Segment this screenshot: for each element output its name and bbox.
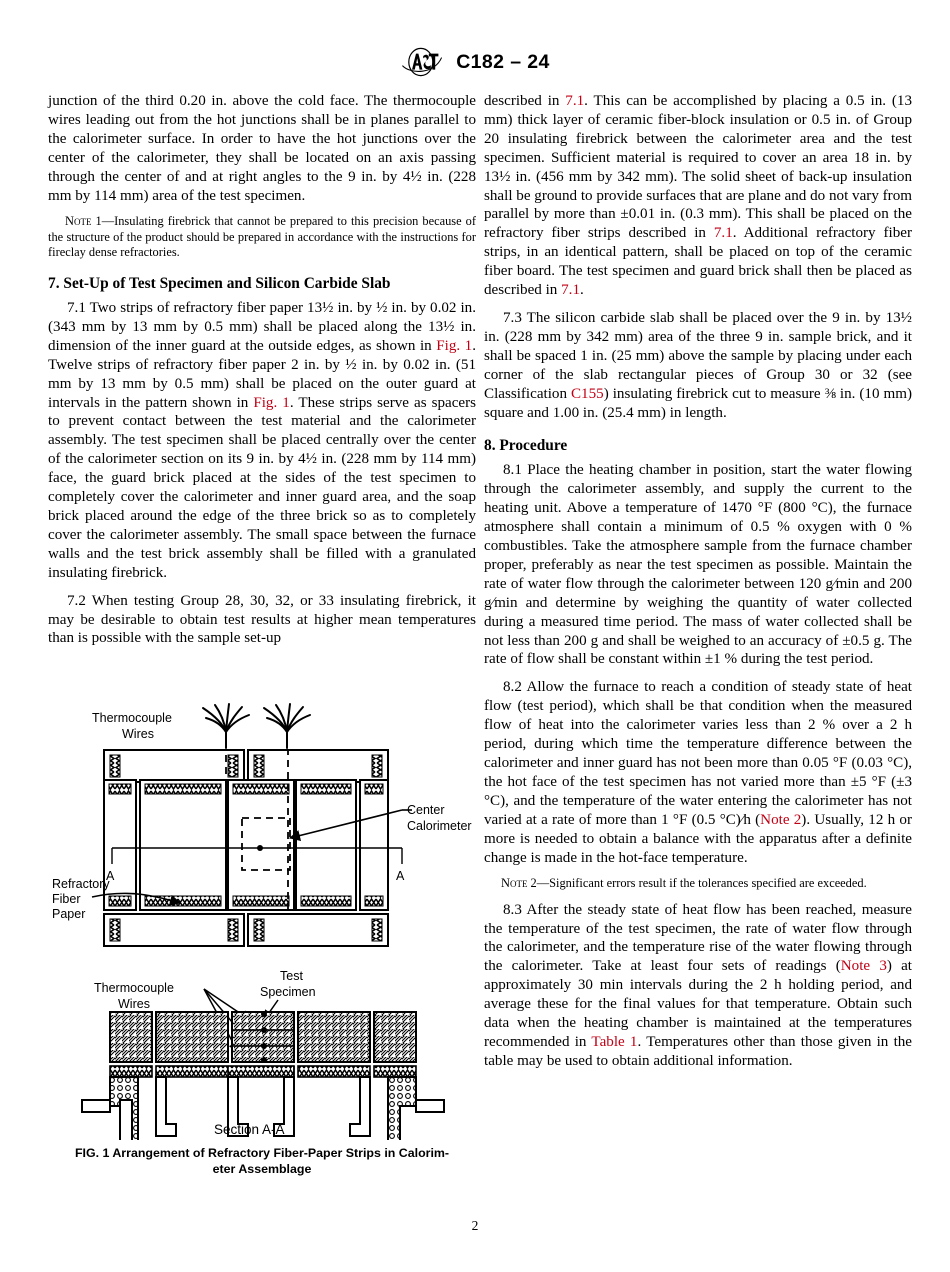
note-2-label: Note [501, 876, 528, 891]
note-1-text: Insulating firebrick that cannot be prepared to this precision because of the structure of the product should be prepared in accordance with the instructions for fireclay dense refractories. [48, 214, 476, 259]
note-2-text: Significant errors result if the tolerances specified are exceeded. [549, 876, 867, 891]
label-thermocouple-wires-top-line2: Wires [122, 727, 154, 741]
figure-caption-line1: FIG. 1 Arrangement of Refractory Fiber-Paper Strips in Calorim- [74, 1146, 450, 1160]
label-refractory-fiber-paper-line2: Fiber [52, 892, 81, 906]
p83-part-c: . Temperatures other than those given in the table may be used to obtain additional information. [484, 1033, 913, 1069]
paragraph-7-3 [484, 309, 912, 422]
section-heading-7: 7. Set-Up of Test Specimen and Silicon Carbide Slab [48, 275, 391, 293]
p73-part-a: 7.3 The silicon carbide slab shall be placed over the 9 in. by 13½ in. (228 mm by 342 mm) area of the three 9 in. sample brick, and it shall be spaced 1 in. (25 mm) above the sample by placing under each corner of the slab rectangular pieces of Group 30 or 32 (see Classification [484, 309, 912, 402]
xref-note-2[interactable]: Note 2 [760, 811, 802, 828]
paragraph-continuation: junction of the third 0.20 in. above the cold face. The thermocouple wires leading out from the hot junctions shall be in planes parallel to the calorimeter surface. In order to have the hot junctions over the center of the calorimeter, they shall be located on an axis passing through the center of and at right angles to the 9 in. by 4½ in. (228 mm by 114 mm) area of the test specimen. [48, 93, 476, 204]
label-section-a-a: Section A-A [214, 1122, 285, 1137]
p71-part-a: 7.1 Two strips of refractory fiber paper 13½ in. by ½ in. by 0.02 in. (343 mm by 13 mm by 0.5 mm) shall be placed along the 13½ in. dimension of the inner guard at the outside edges, as shown in [48, 300, 476, 354]
p82-part-b: ). Usually, 12 h or more is needed to obtain a balance with the apparatus after a definite change is made in the hot-face temperature. [484, 811, 912, 866]
figure-1-block [48, 700, 476, 1177]
label-test-specimen-line2: Specimen [260, 985, 316, 999]
right-text-column [484, 92, 912, 1071]
figure-caption-line2: eter Assemblage [212, 1161, 312, 1176]
xref-7-1-c[interactable]: 7.1 [561, 282, 580, 299]
p72c-part-a: described in [484, 93, 566, 109]
note-1-label: Note [65, 214, 92, 229]
astm-logo-icon [400, 46, 444, 78]
p72c-part-c: . Additional refractory fiber strips, in an identical pattern, shall be placed on top of the ceramic fiber board. The test specimen and guard brick shall then be placed as described in [484, 225, 912, 299]
paragraph-8-1: 8.1 Place the heating chamber in position, start the water flowing through the calorimeter assembly, and supply the current to the heating unit. Above a temperature of 1470 °F (800 °C), the furnace atmosphere shall contain a minimum of 0.5 % oxygen with 0 % combustibles. Take the atmosphere sample from the furnace chamber proper, preferably as near the test specimen as possible. Maintain the rate of water flow through the calorimeter between 120 g∕min and 200 g∕min and determine by weighing the quantity of water collected during a measured time period. The mass of water collected shall be not less than 200 g and shall be weighed to an accuracy of ±0.5 g. The rate of flow shall be constant within ±1 % during the test period. [484, 462, 912, 668]
section-heading-8: 8. Procedure [484, 437, 568, 455]
label-thermocouple-wires-bottom-line2: Wires [118, 997, 150, 1011]
page-number: 2 [471, 1218, 479, 1233]
xref-7-1-a[interactable]: 7.1 [565, 93, 585, 109]
p82-part-a: 8.2 Allow the furnace to reach a condition of steady state of heat flow (test period), which shall be that condition when the measured flow of heat into the calorimeter varies less than 2 % over a 2 h period, during which time the temperature difference between the calorimeter and inner guard has not been more than 0.05 °F (0.03 °C), the hot face of the test specimen has not varied more than ±5 °F (±3 °C), and the temperature of the water entering the calorimeter has not varied at a rate of more than 1 °F (0.5 °C)∕h ( [484, 679, 912, 828]
xref-note-3[interactable]: Note 3 [840, 958, 887, 975]
paragraph-7-2-continued [484, 92, 912, 300]
standard-designation: C182 – 24 [456, 50, 550, 73]
label-center-calorimeter-line1: Center [407, 803, 445, 817]
p71-part-c: . These strips serve as spacers to prevent contact between the test material and the calorimeter assembly. The test specimen shall be placed centrally over the center of the calorimeter section on its 9 in. by 4½ in. (228 mm by 114 mm) face, the guard brick placed at the sides of the test specimen to completely cover the calorimeter and inner guard area, and the soap brick placed around the edge of the three brick so as to completely cover the calorimeter assembly. The small space between the furnace walls and the test brick assembly shall be filled with a granulated insulating firebrick. [48, 394, 477, 581]
p83-part-b: ) at approximately 30 min intervals during the 2 h holding period, and average these for the final values for that temperature. Obtain such data when the heating chamber is maintained at the temperatures recommended in [484, 958, 912, 1050]
paragraph-8-2 [484, 678, 912, 867]
p73-part-b: ) insulating firebrick cut to measure ⅜ in. (10 mm) square and 1.00 in. (25.4 mm) in length. [484, 385, 912, 421]
xref-table-1[interactable]: Table 1 [591, 1033, 638, 1050]
p72c-part-d: . [580, 282, 584, 299]
note-2 [484, 876, 912, 891]
paragraph-7-1 [48, 299, 476, 583]
paragraph-8-3 [484, 901, 912, 1071]
figure-1-caption [48, 1146, 476, 1177]
page-header [0, 42, 950, 82]
label-refractory-fiber-paper-line3: Paper [52, 907, 86, 921]
p72c-part-b: . This can be accomplished by placing a 0.5 in. (13 mm) thick layer of ceramic fiber-block insulation or 0.5 in. of Group 20 insulating firebrick between the calorimeter area and the test specimen. Sufficient material is required to cover an area 18 in. by 13½ in. (456 mm by 342 mm). The solid sheet of back-up insulation shall be ground to provide surfaces that are plane and do not vary from parallel by more than ±0.01 in. (0.3 mm). This shall be placed on the refractory fiber strips described in [484, 93, 912, 242]
p83-part-a: 8.3 After the steady state of heat flow has been reached, measure the temperature of the test specimen, the rate of water flow through the calorimeter, and the temperature rise of the water flowing through the calorimeter. Take at least four sets of readings ( [484, 901, 912, 975]
label-thermocouple-wires-top-line1: Thermocouple [92, 711, 172, 725]
label-section-line-a-left: A [106, 869, 115, 883]
label-thermocouple-wires-bottom-line1: Thermocouple [94, 981, 174, 995]
label-section-line-a-right: A [396, 869, 405, 883]
note-1-number: 1— [91, 214, 115, 229]
xref-c155[interactable]: C155 [570, 385, 604, 402]
xref-7-1-b[interactable]: 7.1 [713, 225, 733, 242]
note-1 [48, 214, 476, 260]
figure-1-diagram [52, 700, 472, 1140]
label-refractory-fiber-paper-line1: Refractory [52, 877, 110, 891]
paragraph-7-2: 7.2 When testing Group 28, 30, 32, or 33 insulating firebrick, it may be desirable to obtain test results at higher mean temperatures than is possible with the sample set-up [48, 592, 476, 647]
xref-fig-1-b[interactable]: Fig. 1 [253, 394, 290, 411]
p71-part-b: . Twelve strips of refractory fiber paper 2 in. by ½ in. by 0.02 in. (51 mm by 13 mm by 0.5 mm) shall be placed on the outer guard at intervals in the pattern shown in [48, 337, 476, 411]
label-test-specimen-line1: Test [280, 969, 303, 983]
note-2-number: 2— [527, 876, 550, 891]
label-center-calorimeter-line2: Calorimeter [407, 819, 472, 833]
left-text-column [48, 92, 476, 648]
xref-fig-1-a[interactable]: Fig. 1 [436, 337, 473, 354]
